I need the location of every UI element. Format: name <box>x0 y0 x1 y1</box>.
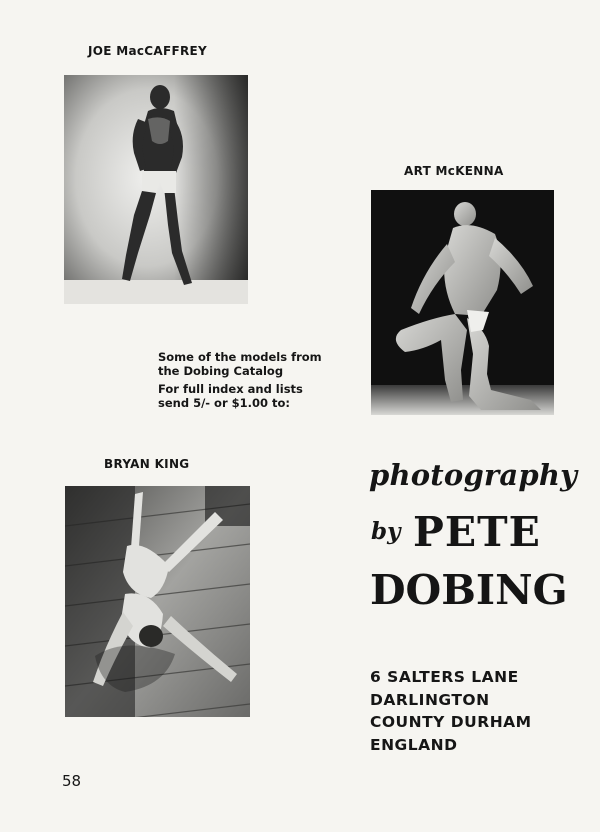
intro-line-2: the Dobing Catalog <box>158 364 284 378</box>
photo-bryan-king <box>65 486 250 717</box>
title-dobing: DOBING <box>370 566 568 614</box>
photo-art-mckenna <box>371 190 554 415</box>
caption-bryan-king: BRYAN KING <box>104 457 190 471</box>
address-line-2: DARLINGTON <box>370 690 490 709</box>
address-line-3: COUNTY DURHAM <box>370 713 532 731</box>
mailing-address <box>370 666 532 756</box>
address-line-1: 6 SALTERS LANE <box>370 668 519 686</box>
photo-joe-maccaffrey <box>64 75 248 304</box>
catalog-intro <box>158 350 348 410</box>
caption-joe-maccaffrey: JOE MacCAFFREY <box>88 44 208 58</box>
title-by: by <box>371 518 401 545</box>
intro-line-4: send 5/- or $1.00 to: <box>158 396 290 410</box>
title-pete: PETE <box>413 508 541 556</box>
title-photography: photography <box>369 458 578 492</box>
intro-line-3: For full index and lists <box>158 382 303 396</box>
address-line-4: ENGLAND <box>370 735 458 754</box>
intro-line-1: Some of the models from <box>158 350 322 364</box>
caption-art-mckenna: ART McKENNA <box>404 164 504 178</box>
page-number: 58 <box>62 772 82 790</box>
